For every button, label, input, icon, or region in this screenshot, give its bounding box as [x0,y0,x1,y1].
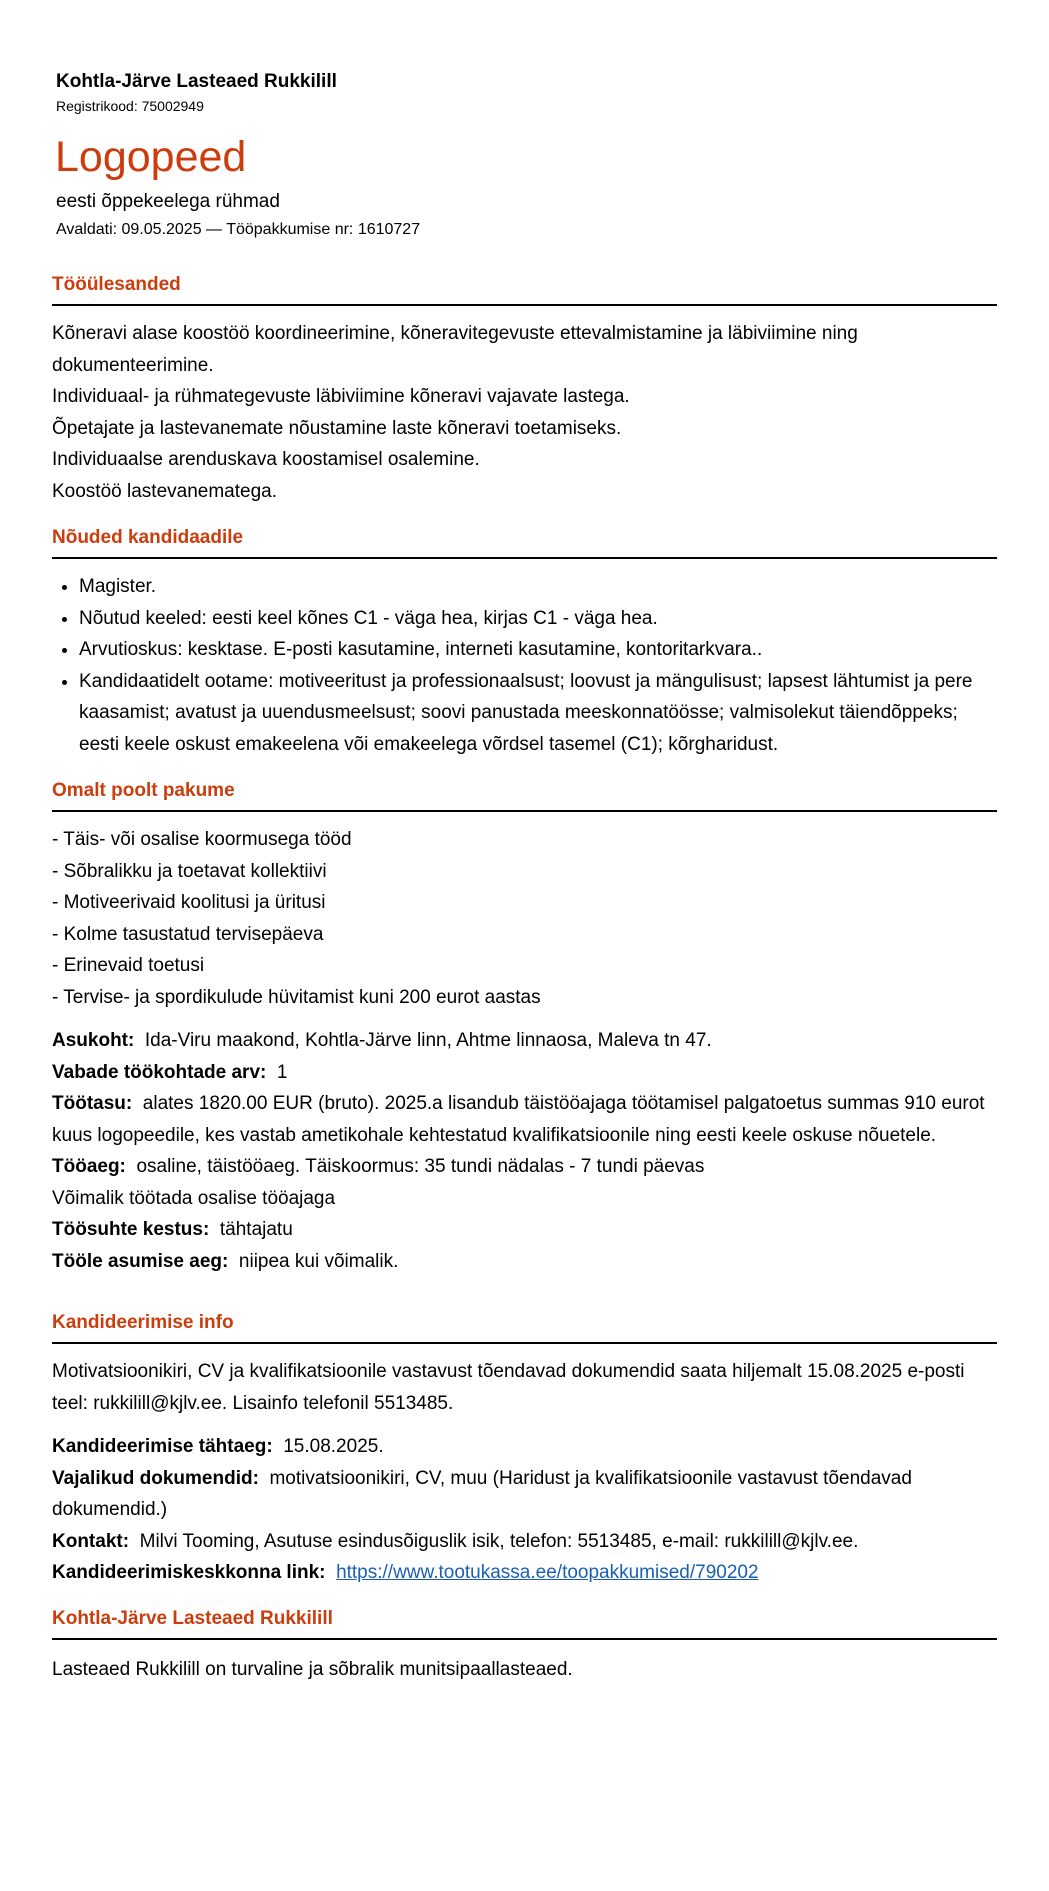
application-link-label: Kandideerimiskeskkonna link: [52,1562,326,1583]
application-link[interactable]: https://www.tootukassa.ee/toopakkumised/790202 [336,1562,759,1583]
offer-line: - Motiveerivaid koolitusi ja üritusi [52,892,326,913]
publish-meta: Avaldati: 09.05.2025 — Tööpakkumise nr: 1610727 [56,221,421,238]
offer-line: - Kolme tasustatud tervisepäeva [52,923,324,945]
employer-section [52,1607,997,1686]
employer-heading: Kohtla-Järve Lasteaed Rukkilill [52,1607,333,1629]
deadline-value: 15.08.2025. [283,1436,384,1457]
list-item: • Nõutud keeled: eesti keel kõnes C1 - väga hea, kirjas C1 - väga hea. [79,603,997,635]
requirements-list [52,571,997,760]
employer-description: Lasteaed Rukkilill on turvaline ja sõbralik munitsipaallasteaed. [52,1658,573,1680]
list-item: • Magister. [79,571,997,603]
salary-value: alates 1820.00 EUR (bruto). 2025.a lisandub täistööajaga töötamisel palgatoetus summas 910 eurot kuus logopeedile, kes vastab ametikohale kehtestatud kvalifikatsioonile ning eesti keele oskuse nõuetele. [52,1093,985,1146]
list-item: • Kandidaatidelt ootame: motiveeritust ja professionaalsust; loovust ja mängulisust; lapsest lähtumist ja pere kaasamist; avatust ja uuendusmeelsust; soovi panustada meeskonnatöösse; valmisolekut täiendõppeks; eesti keele oskust emakeelena või emakeelega võrdsel tasemel (C1); kõrgharidust. [79,666,997,761]
application-link-row [52,1557,997,1589]
duty-line: Individuaalse arenduskava koostamisel osalemine. [52,449,480,470]
documents-row [52,1463,997,1526]
duties-heading: Tööülesanded [52,274,181,295]
deadline-label: Kandideerimise tähtaeg: [52,1436,273,1457]
section-divider [52,557,997,559]
location-row [52,1025,997,1057]
section-divider [52,810,997,812]
start-label: Tööle asumise aeg: [52,1250,229,1272]
duty-line: Individuaal- ja rühmategevuste läbiviimine kõneravi vajavate lastega. [52,386,630,407]
posting-header [52,70,997,240]
section-divider [52,304,997,306]
hours-note: Võimalik töötada osalise tööajaga [52,1187,336,1209]
vacancies-label: Vabade töökohtade arv: [52,1061,267,1083]
salary-row [52,1088,997,1151]
job-facts [52,1025,997,1277]
hours-row [52,1151,997,1183]
start-value: niipea kui võimalik. [238,1250,399,1272]
duty-line: Koostöö lastevanematega. [52,480,277,502]
duties-text [52,318,997,507]
duty-line: Õpetajate ja lastevanemate nõustamine laste kõneravi toetamiseks. [52,417,622,439]
start-row [52,1246,997,1278]
contact-label: Kontakt: [52,1530,130,1552]
section-divider [52,1342,997,1344]
salary-label: Töötasu: [52,1093,133,1114]
application-facts [52,1431,997,1589]
contact-value: Milvi Tooming, Asutuse esindusõiguslik isik, telefon: 5513485, e-mail: rukkilill@kjlv.ee. [139,1530,859,1552]
vacancies-value: 1 [276,1061,288,1083]
section-divider [52,1638,997,1640]
application-section [52,1311,997,1589]
application-text: Motivatsioonikiri, CV ja kvalifikatsioonile vastavust tõendavad dokumendid saata hiljemalt 15.08.2025 e-posti teel: rukkilill@kjlv.ee. Lisainfo telefonil 5513485. [52,1361,965,1414]
contact-row [52,1526,997,1558]
offer-line: - Sõbralikku ja toetavat kollektiivi [52,860,327,882]
vacancies-row [52,1057,997,1089]
offer-heading: Omalt poolt pakume [52,780,235,801]
duration-row [52,1214,997,1246]
hours-label: Tööaeg: [52,1156,126,1177]
job-subtitle: eesti õppekeelega rühmad [56,191,280,212]
list-item: • Arvutioskus: kesktase. E-posti kasutamine, interneti kasutamine, kontoritarkvara.. [79,634,997,666]
requirements-section [52,526,997,760]
offer-text [52,824,997,1013]
requirements-heading: Nõuded kandidaadile [52,527,244,548]
location-label: Asukoht: [52,1030,135,1051]
deadline-row [52,1431,997,1463]
employer-name: Kohtla-Järve Lasteaed Rukkilill [56,71,337,92]
duration-value: tähtajatu [219,1219,293,1240]
documents-value: motivatsioonikiri, CV, muu (Haridust ja kvalifikatsioonile vastavust tõendavad dokumendid.) [52,1467,912,1520]
duties-section [52,273,997,507]
location-value: Ida-Viru maakond, Kohtla-Järve linn, Ahtme linnaosa, Maleva tn 47. [144,1030,712,1051]
hours-value: osaline, täistööaeg. Täiskoormus: 35 tundi nädalas - 7 tundi päevas [136,1156,705,1177]
duration-label: Töösuhte kestus: [52,1219,210,1240]
offer-line: - Täis- või osalise koormusega tööd [52,829,352,850]
documents-label: Vajalikud dokumendid: [52,1467,259,1489]
offer-line: - Tervise- ja spordikulude hüvitamist kuni 200 eurot aastas [52,986,541,1008]
registry-code: Registrikood: 75002949 [56,98,204,114]
application-heading: Kandideerimise info [52,1312,234,1333]
offer-section [52,779,997,1277]
offer-line: - Erinevaid toetusi [52,955,205,976]
duty-line: Kõneravi alase koostöö koordineerimine, kõneravitegevuste ettevalmistamine ja läbiviimine ning dokumenteerimine. [52,323,858,376]
page-title: Logopeed [55,133,247,181]
